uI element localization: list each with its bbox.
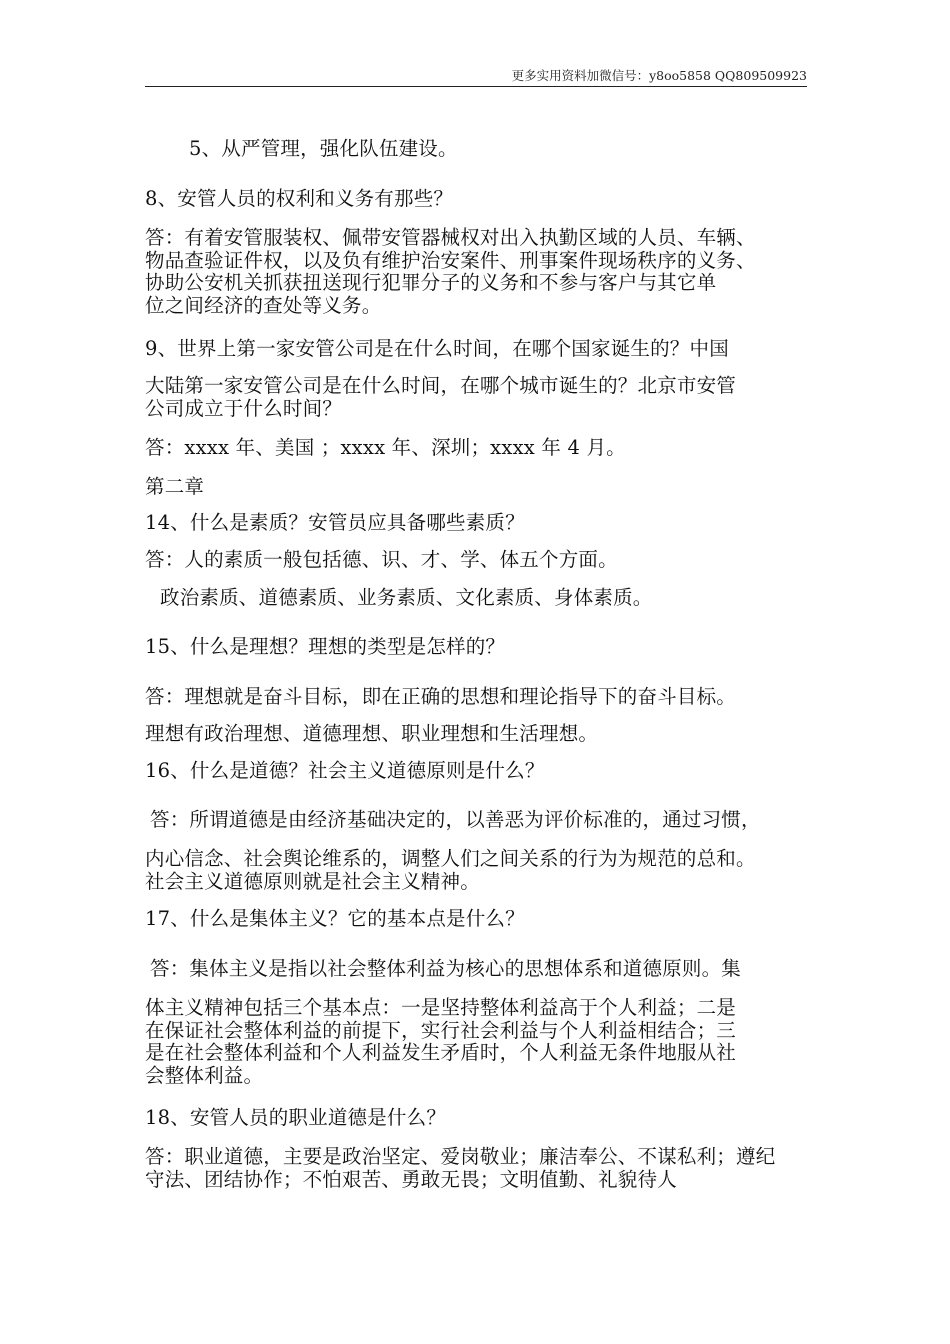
answer-8-line: 物品查验证件权，以及负有维护治安案件、刑事案件现场秩序的义务、	[145, 248, 756, 272]
question-8: 8、安管人员的权利和义务有那些？	[145, 187, 454, 210]
answer-8-line: 协助公安机关抓获扭送现行犯罪分子的义务和不参与客户与其它单	[145, 271, 717, 294]
answer-17-line-1: 答：集体主义是指以社会整体利益为核心的思想体系和道德原则。集	[150, 957, 742, 980]
answer-8-line: 位之间经济的查处等义务。	[145, 293, 382, 317]
header-divider	[145, 86, 807, 87]
question-9-line-1: 9、世界上第一家安管公司是在什么时间，在哪个国家诞生的？中国	[145, 337, 729, 360]
answer-16-rest	[145, 848, 820, 893]
question-15: 15、什么是理想？理想的类型是怎样的？	[145, 635, 506, 658]
question-17: 17、什么是集体主义？它的基本点是什么？	[145, 907, 525, 930]
answer-15-line-2: 理想有政治理想、道德理想、职业理想和生活理想。	[145, 722, 599, 745]
question-16: 16、什么是道德？社会主义道德原则是什么？	[145, 759, 545, 782]
answer-14-line-1: 答：人的素质一般包括德、识、才、学、体五个方面。	[145, 548, 618, 571]
question-18: 18、安管人员的职业道德是什么？	[145, 1106, 447, 1129]
chapter-heading: 第二章	[145, 475, 205, 498]
answer-14-line-2: 政治素质、道德素质、业务素质、文化素质、身体素质。	[160, 586, 653, 609]
question-9-line-2: 大陆第一家安管公司是在什么时间，在哪个城市诞生的？北京市安管	[145, 374, 737, 397]
answer-15-line-1: 答：理想就是奋斗目标，即在正确的思想和理论指导下的奋斗目标。	[145, 685, 737, 708]
page-header: 更多实用资料加微信号：y8oo5858 QQ809509923	[511, 68, 807, 83]
answer-17-line: 会整体利益。	[145, 1063, 264, 1087]
paragraph-item-5: 5、从严管理，强化队伍建设。	[189, 137, 458, 160]
answer-8	[145, 227, 820, 317]
answer-17-line: 体主义精神包括三个基本点：一是坚持整体利益高于个人利益；二是	[145, 996, 737, 1019]
question-9-line-3: 公司成立于什么时间？	[145, 397, 343, 420]
answer-17-line: 是在社会整体利益和个人利益发生矛盾时，个人利益无条件地服从社	[145, 1041, 737, 1064]
answer-18-line: 答：职业道德，主要是政治坚定、爱岗敬业；廉洁奉公、不谋私利；遵纪	[145, 1145, 776, 1168]
answer-18	[145, 1146, 820, 1191]
answer-9: 答：xxxx 年、美国 ；xxxx 年、深圳；xxxx 年 4 月。	[145, 436, 626, 459]
question-14: 14、什么是素质？安管员应具备哪些素质？	[145, 511, 525, 534]
answer-17-rest	[145, 997, 820, 1087]
answer-16-line: 社会主义道德原则就是社会主义精神。	[145, 869, 480, 893]
answer-18-line: 守法、团结协作；不怕艰苦、勇敢无畏；文明值勤、礼貌待人	[145, 1167, 677, 1191]
answer-8-line: 答：有着安管服装权、佩带安管器械权对出入执勤区域的人员、车辆、	[145, 226, 756, 249]
answer-17-line: 在保证社会整体利益的前提下，实行社会利益与个人利益相结合；三	[145, 1018, 737, 1042]
answer-16-line-1: 答：所谓道德是由经济基础决定的，以善恶为评价标准的，通过习惯，	[150, 808, 761, 831]
answer-16-line: 内心信念、社会舆论维系的，调整人们之间关系的行为为规范的总和。	[145, 847, 756, 870]
